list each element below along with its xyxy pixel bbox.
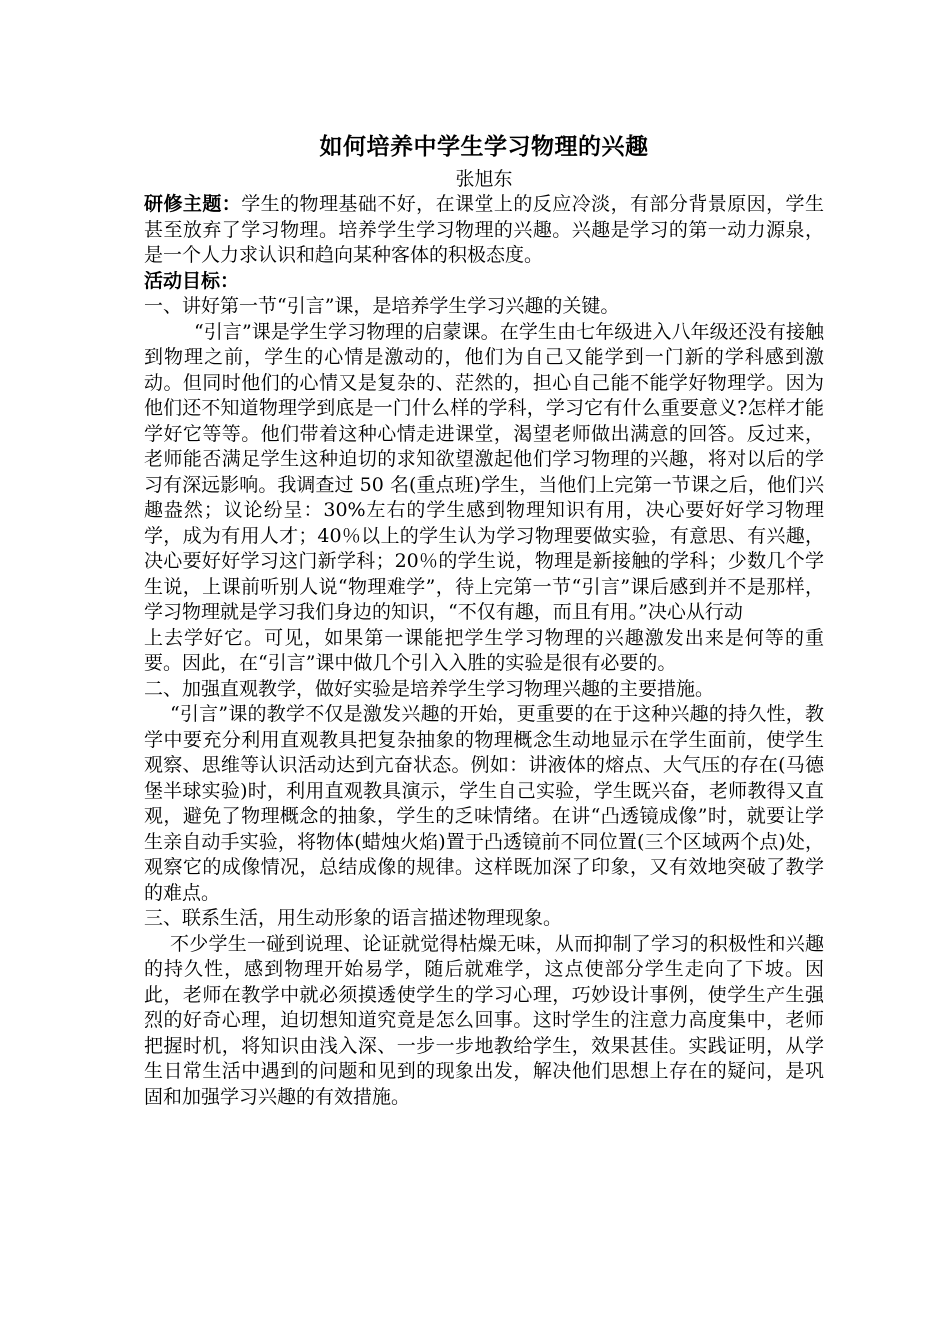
topic-text: 学生的物理基础不好，在课堂上的反应冷淡，有部分背景原因，学生甚至放弃了学习物理。培养学生学习物理的兴趣。兴趣是学习的第一动力源泉，是一个人力求认识和趋向某种客体的积极态度。	[144, 193, 824, 266]
document-author: 张旭东	[455, 168, 513, 190]
section1-paragraph-1: “引言”课是学生学习物理的启蒙课。在学生由七年级进入八年级还没有接触到物理之前，学生的心情是激动的，他们为自己又能学到一门新的学科感到激动。但同时他们的心情又是复杂的、茫然的，担心自己能不能学好物理学。因为他们还不知道物理学到底是一门什么样的学科，学习它有什么重要意义?怎样才能学好它等等。他们带着这种心情走进课堂，渴望老师做出满意的回答。反过来，老师能否满足学生这种迫切的求知欲望激起他们学习物理的兴趣，将对以后的学习有深远影响。我调查过 50 名(重点班)学生，当他们上完第一节课之后，他们兴趣盎然；议论纷呈：30%左右的学生感到物理知识有用，决心要好好学习物理学，成为有用人才；40％以上的学生认为学习物理要做实验，有意思、有兴趣，决心要好好学习这门新学科；20％的学生说，物理是新接触的学科；少数几个学生说，上课前听别人说“物理难学”，待上完第一节“引言”课后感到并不是那样，学习物理就是学习我们身边的知识，“不仅有趣，而且有用。”决心从行动	[144, 320, 824, 623]
topic-paragraph	[144, 192, 824, 269]
document-title: 如何培养中学生学习物理的兴趣	[319, 133, 649, 160]
section2-heading: 二、加强直观教学，做好实验是培养学生学习物理兴趣的主要措施。	[144, 677, 715, 700]
section2-paragraph-1: “引言”课的教学不仅是激发兴趣的开始，更重要的在于这种兴趣的持久性，教学中要充分利用直观教具把复杂抽象的物理概念生动地显示在学生面前，使学生观察、思维等认识活动达到亢奋状态。例如：讲液体的熔点、大气压的存在(马德堡半球实验)时，利用直观教具演示，学生自己实验，学生既兴奋，老师教得又直观，避免了物理概念的抽象，学生的乏味情绪。在讲“凸透镜成像”时，就要让学生亲自动手实验，将物体(蜡烛火焰)置于凸透镜前不同位置(三个区域两个点)处，观察它的成像情况，总结成像的规律。这样既加深了印象，又有效地突破了教学的难点。	[144, 703, 824, 904]
section3-paragraph-1: 不少学生一碰到说理、论证就觉得枯燥无味，从而抑制了学习的积极性和兴趣的持久性，感到物理开始易学，随后就难学，这点使部分学生走向了下坡。因此，老师在教学中就必须摸透使学生的学习心理，巧妙设计事例，使学生产生强烈的好奇心理，迫切想知道究竟是怎么回事。这时学生的注意力高度集中，老师把握时机，将知识由浅入深、一步一步地教给学生，效果甚佳。实践证明，从学生日常生活中遇到的问题和见到的现象出发，解决他们思想上存在的疑问，是巩固和加强学习兴趣的有效措施。	[144, 932, 824, 1108]
document-page	[144, 130, 824, 1110]
section1-heading: 一、讲好第一节“引言”课，是培养学生学习兴趣的关键。	[144, 295, 620, 317]
section3-heading: 三、联系生活，用生动形象的语言描述物理现象。	[144, 907, 563, 929]
topic-label: 研修主题：	[144, 193, 242, 215]
goals-label: 活动目标：	[144, 269, 240, 292]
section1-paragraph-2: 上去学好它。可见，如果第一课能把学生学习物理的兴趣激发出来是何等的重要。因此，在“引言”课中做几个引入入胜的实验是很有必要的。	[144, 626, 824, 674]
